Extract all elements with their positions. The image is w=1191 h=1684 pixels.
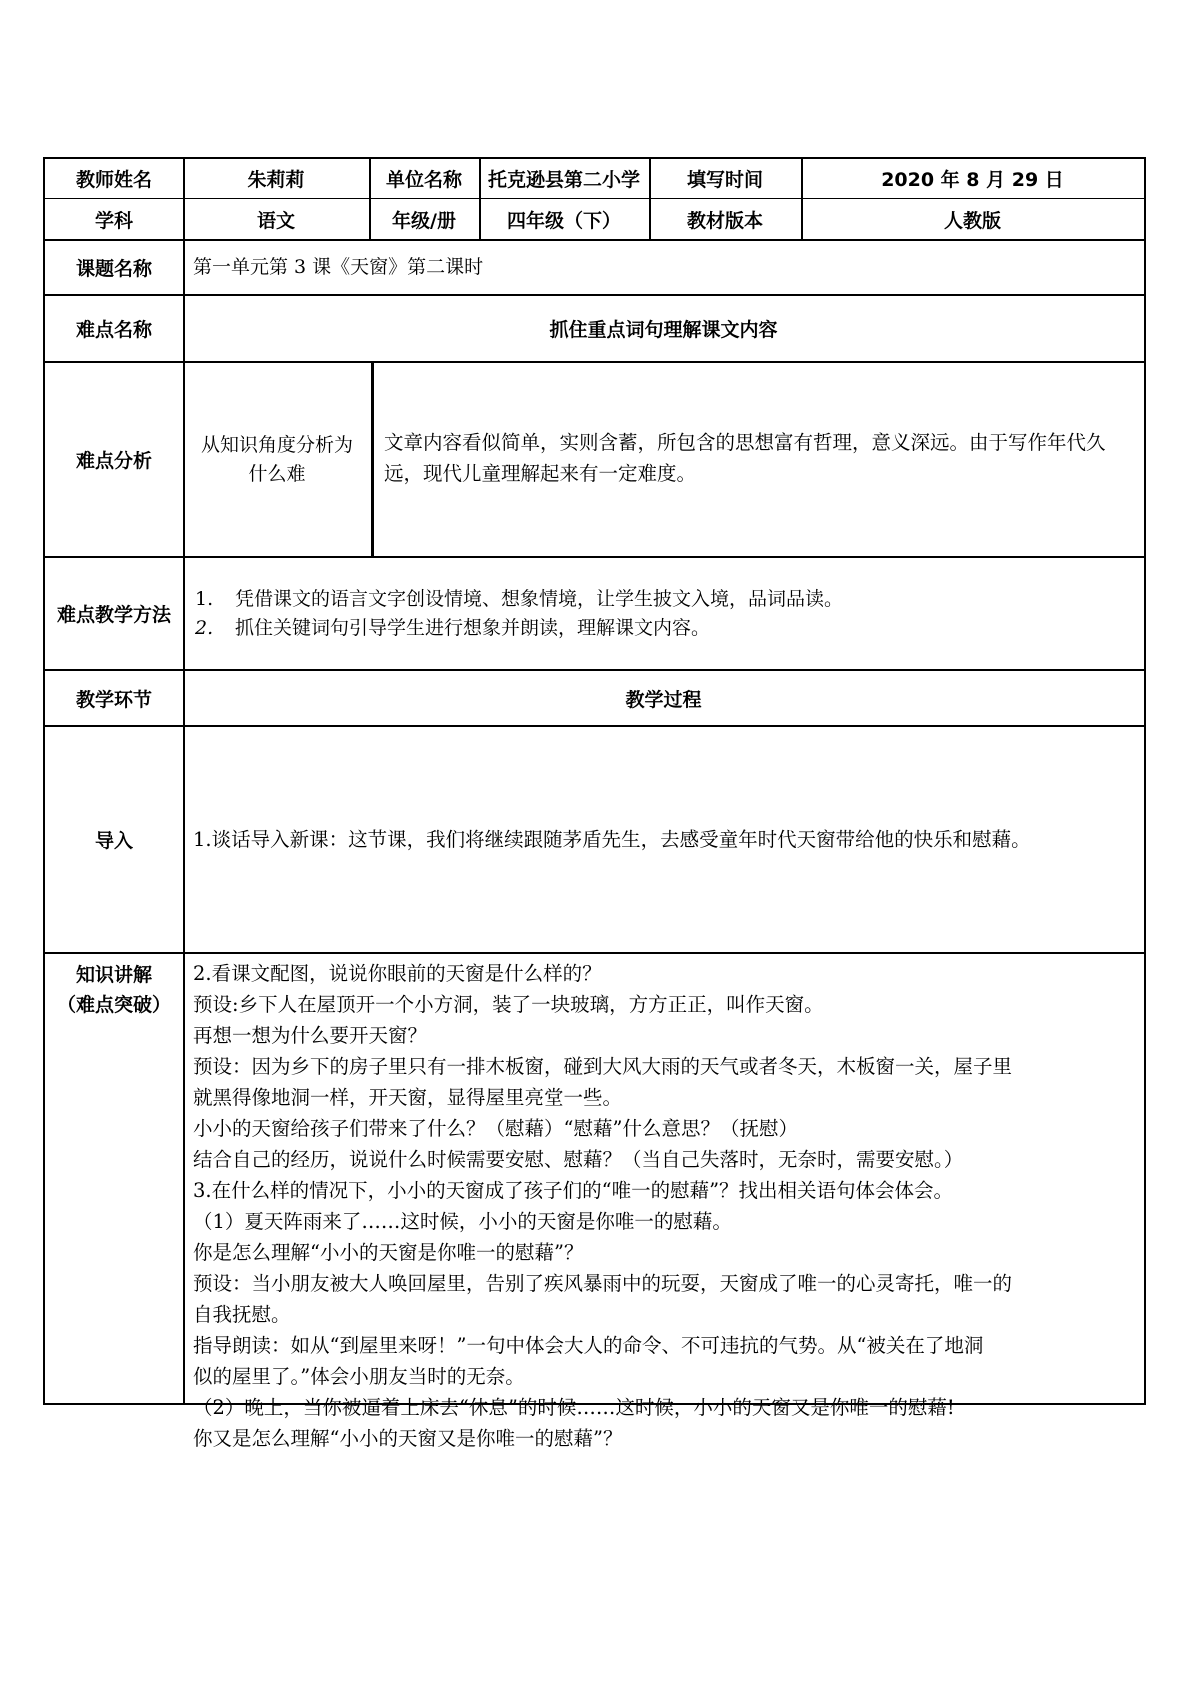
list-item bbox=[183, 585, 843, 614]
knowledge-line: 3.在什么样的情况下，小小的天窗成了孩子们的“唯一的慰藉”？找出相关语句体会体会。 bbox=[193, 1179, 954, 1202]
analysis-label: 难点分析 bbox=[75, 450, 152, 472]
edition-value: 人教版 bbox=[943, 209, 1001, 232]
topic-value: 第一单元第 3 课《天窗》第二课时 bbox=[193, 256, 484, 278]
header-row-1 bbox=[43, 157, 1146, 199]
method-number: 1. bbox=[195, 587, 214, 610]
analysis-row bbox=[43, 363, 1146, 557]
knowledge-line: 小小的天窗给孩子们带来了什么？（慰藉）“慰藉”什么意思？（抚慰） bbox=[193, 1117, 798, 1140]
knowledge-line: 你是怎么理解“小小的天窗是你唯一的慰藉”？ bbox=[193, 1241, 584, 1264]
knowledge-label-line1: 知识讲解 bbox=[75, 964, 152, 986]
methods-label: 难点教学方法 bbox=[56, 604, 171, 626]
subject-value: 语文 bbox=[256, 209, 295, 232]
analysis-text-cell bbox=[374, 363, 1144, 556]
date-label: 填写时间 bbox=[686, 169, 763, 191]
process-title: 教学过程 bbox=[625, 688, 702, 711]
knowledge-row bbox=[43, 953, 1146, 1450]
edition-label: 教材版本 bbox=[686, 209, 763, 232]
unit-name-value: 托克逊县第二小学 bbox=[487, 169, 640, 191]
date-value: 2020 年 8 月 29 日 bbox=[881, 169, 1064, 191]
knowledge-line: 指导朗读：如从“到屋里来呀！”一句中体会大人的命令、不可违抗的气势。从“被关在了地洞 bbox=[193, 1334, 984, 1357]
topic-row bbox=[43, 241, 1146, 295]
knowledge-line: 2.看课文配图，说说你眼前的天窗是什么样的？ bbox=[193, 962, 602, 985]
intro-label: 导入 bbox=[94, 830, 133, 852]
knowledge-line: 自我抚慰。 bbox=[193, 1303, 291, 1326]
knowledge-line: 结合自己的经历，说说什么时候需要安慰、慰藉？（当自己失落时，无奈时，需要安慰。） bbox=[193, 1148, 964, 1171]
analysis-sub-label-line1: 从知识角度分析为 bbox=[200, 433, 353, 456]
difficulty-value: 抓住重点词句理解课文内容 bbox=[549, 319, 778, 341]
methods-list bbox=[183, 585, 843, 643]
teacher-name-label: 教师姓名 bbox=[75, 169, 152, 191]
knowledge-line: 似的屋里了。”体会小朋友当时的无奈。 bbox=[193, 1365, 525, 1388]
method-number: 2. bbox=[195, 616, 214, 639]
methods-cell bbox=[183, 558, 1144, 669]
list-item bbox=[183, 614, 843, 643]
subject-label: 学科 bbox=[94, 209, 133, 232]
knowledge-line: 你又是怎么理解“小小的天窗又是你唯一的慰藉”？ bbox=[193, 1427, 623, 1450]
intro-row bbox=[43, 727, 1146, 953]
knowledge-label bbox=[45, 954, 183, 1403]
header-row-2 bbox=[43, 199, 1146, 241]
process-stage-label: 教学环节 bbox=[75, 688, 152, 711]
unit-name-label: 单位名称 bbox=[385, 169, 462, 191]
knowledge-line: 再想一想为什么要开天窗？ bbox=[193, 1024, 428, 1047]
method-text: 凭借课文的语言文字创设情境、想象情境，让学生披文入境，品词品读。 bbox=[235, 587, 844, 610]
methods-row bbox=[43, 557, 1146, 671]
difficulty-label: 难点名称 bbox=[75, 319, 152, 341]
process-header-row bbox=[43, 671, 1146, 727]
intro-text-cell bbox=[183, 727, 1144, 952]
knowledge-line: （1）夏天阵雨来了……这时候，小小的天窗是你唯一的慰藉。 bbox=[193, 1210, 732, 1233]
grade-label: 年级/册 bbox=[392, 209, 456, 232]
knowledge-label-line2: （难点突破） bbox=[56, 994, 171, 1016]
teacher-name-value: 朱莉莉 bbox=[247, 169, 305, 191]
analysis-text: 文章内容看似简单，实则含蓄，所包含的思想富有哲理，意义深远。由于写作年代久远，现代儿童理解起来有一定难度。 bbox=[384, 431, 1106, 485]
knowledge-line: 预设：当小朋友被大人唤回屋里，告别了疾风暴雨中的玩耍，天窗成了唯一的心灵寄托，唯一的 bbox=[193, 1272, 1013, 1295]
method-text: 抓住关键词句引导学生进行想象并朗读，理解课文内容。 bbox=[235, 616, 711, 639]
analysis-sub-label bbox=[183, 363, 371, 556]
intro-text: 1.谈话导入新课：这节课，我们将继续跟随茅盾先生，去感受童年时代天窗带给他的快乐和慰藉。 bbox=[193, 828, 1031, 851]
difficulty-row bbox=[43, 295, 1146, 363]
knowledge-line: 预设：因为乡下的房子里只有一排木板窗，碰到大风大雨的天气或者冬天，木板窗一关，屋子里 bbox=[193, 1055, 1013, 1078]
topic-label: 课题名称 bbox=[75, 258, 152, 280]
grade-value: 四年级（下） bbox=[506, 209, 621, 232]
analysis-sub-label-line2: 什么难 bbox=[248, 462, 306, 485]
knowledge-line: 预设:乡下人在屋顶开一个小方洞，装了一块玻璃，方方正正，叫作天窗。 bbox=[193, 993, 824, 1016]
knowledge-body bbox=[193, 958, 1134, 1454]
knowledge-line: （2）晚上，当你被逼着上床去“休息”的时候……这时候，小小的天窗又是你唯一的慰藉! bbox=[193, 1396, 955, 1419]
knowledge-line: 就黑得像地洞一样，开天窗，显得屋里亮堂一些。 bbox=[193, 1086, 623, 1109]
